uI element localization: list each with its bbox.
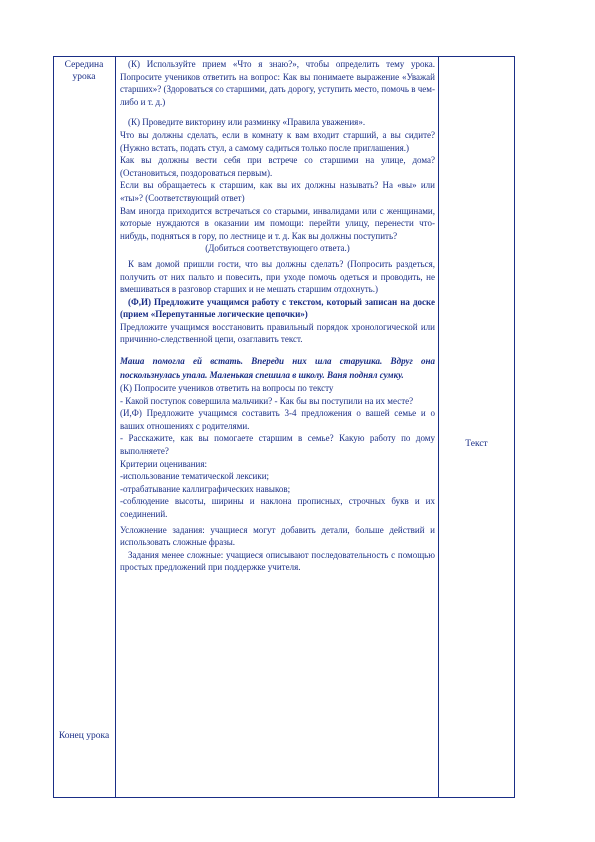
stage-end-label: Конец урока bbox=[58, 731, 110, 741]
criteria-heading: Критерии оценивания: bbox=[120, 458, 207, 469]
paragraph: Если вы обращаетесь к старшим, как вы их должны называть? На «вы» или «ты»? (Соответствующий ответ) bbox=[120, 180, 435, 203]
paragraph: - Расскажите, как вы помогаете старшим в семье? Какую работу по дому выполняете? bbox=[120, 433, 435, 457]
paragraph: Как вы должны вести себя при встрече со старшими на улице, дома? (Остановиться, поздороваться первым). bbox=[120, 155, 435, 178]
criteria-item: -соблюдение высоты, ширины и наклона прописных, строчных букв и их соединений. bbox=[120, 496, 435, 519]
lesson-content bbox=[120, 56, 435, 574]
paragraph: Усложнение задания: учащиеся могут добавить детали, больше действий и использовать сложные фразы. bbox=[120, 524, 435, 548]
stage-middle-label: Середина урока bbox=[64, 60, 104, 82]
table-bottom-border bbox=[54, 797, 514, 798]
resource-label: Текст bbox=[465, 439, 488, 449]
paragraph: (Ф,И) Предложите учащимся работу с текстом, который записан на доске (прием «Перепутанные логические цепочки») bbox=[120, 296, 435, 320]
column-divider bbox=[438, 56, 439, 798]
paragraph: - Какой поступок совершила мальчики? - Как бы вы поступили на их месте? bbox=[120, 395, 414, 406]
paragraph: (Добиться соответствующего ответа.) bbox=[205, 243, 350, 254]
paragraph: (К) Попросите учеников ответить на вопросы по тексту bbox=[120, 383, 334, 394]
text-task: Маша помогла ей встать. Впереди них шла старушка. Вдруг она поскользнулась упала. Маленькая спешила в школу. Ваня поднял сумку. bbox=[120, 356, 435, 381]
paragraph: Задания менее сложные: учащиеся описывают последовательность с помощью простых предложений при поддержке учителя. bbox=[120, 549, 435, 573]
paragraph: Вам иногда приходится встречаться со старыми, инвалидами или с женщинами, которые нуждаются в оказании им помощи: перейти улицу, перенести что-нибудь, подняться в гору, по лестнице и т. д. Как вы должны поступить? bbox=[120, 205, 435, 241]
paragraph: (К) Проведите викторину или разминку «Правила уважения». bbox=[128, 117, 366, 128]
lesson-plan-table bbox=[53, 56, 515, 798]
criteria-item: -отрабатывание каллиграфических навыков; bbox=[120, 483, 291, 494]
criteria-item: -использование тематической лексики; bbox=[120, 471, 270, 482]
paragraph: (К) Используйте прием «Что я знаю?», чтобы определить тему урока. Попросите учеников ответить на вопрос: Как вы понимаете выражение «Уважай старших»? (Здороваться со старшими, дать дорогу, уступить место, помочь в чем-либо и т. д.) bbox=[120, 59, 435, 107]
paragraph: Предложите учащимся восстановить правильный порядок хронологической или причинно-следственной цепи, озаглавить текст. bbox=[120, 321, 435, 345]
column-divider bbox=[115, 56, 116, 798]
paragraph: К вам домой пришли гости, что вы должны сделать? (Попросить раздеться, получить от них пальто и повесить, при уходе помочь одеться и проводить, не вмешиваться в разговор старших и не мешать старшим отдохнуть.) bbox=[120, 258, 435, 295]
paragraph: (И,Ф) Предложите учащимся составить 3-4 предложения о вашей семье и о ваших отношениях с родителями. bbox=[120, 408, 435, 431]
paragraph: Что вы должны сделать, если в комнату к вам входит старший, а вы сидите? (Нужно встать, подать стул, а самому садиться только после приглашения.) bbox=[120, 129, 435, 153]
